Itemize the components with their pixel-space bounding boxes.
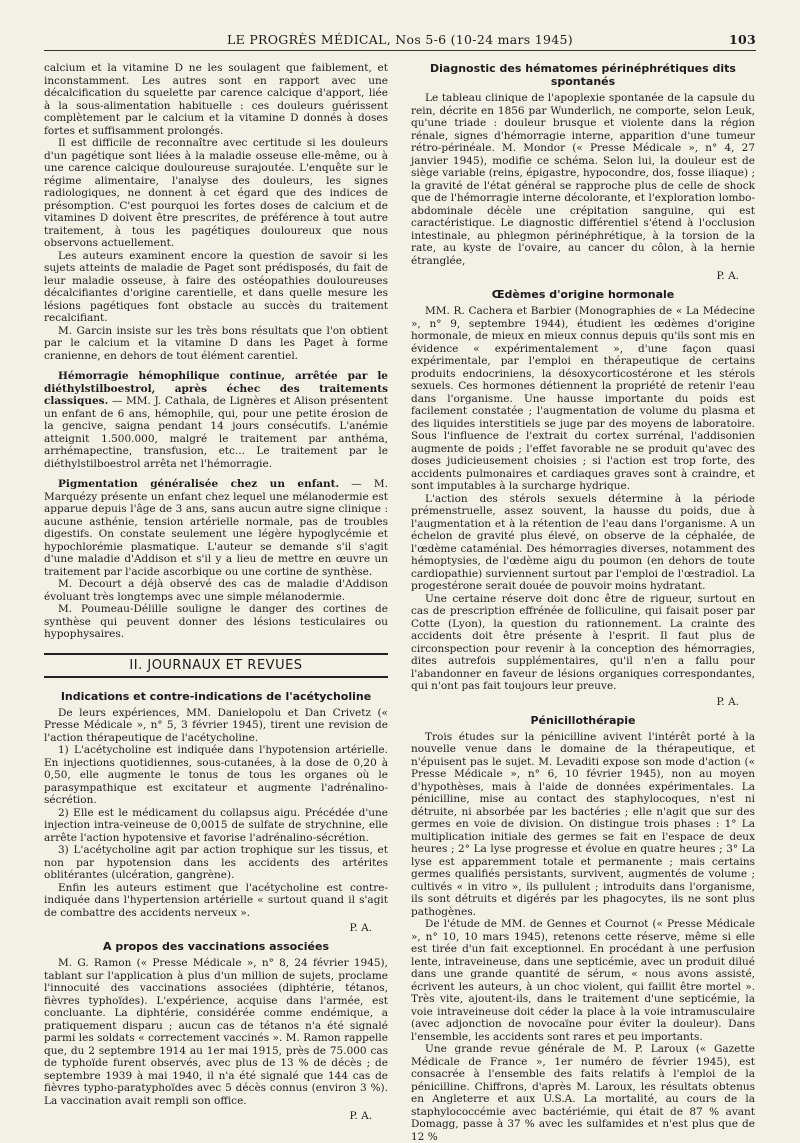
edema-signature: P. A. [716, 695, 739, 708]
acetylcholine-heading: Indications et contre-indications de l'acétycholine [60, 689, 372, 703]
paget-paragraph-4: M. Garcin insiste sur les très bons résultats que l'on obtient par le calcium et la vitamine D dans les Paget à forme cranienne, en dehors de tout élément carentiel. [44, 324, 388, 362]
hemophilia-title: Hémorragie hémophilique continue, arrêtée par le diéthylstilboestrol, après échec des traitements classiques. [44, 370, 388, 407]
pigmentation-title: Pigmentation généralisée chez un enfant. [58, 478, 340, 490]
penicillin-heading: Pénicillothérapie [530, 713, 636, 727]
pigmentation-body: — M. Marquézy présente un enfant chez lequel une mélanodermie est apparue depuis l'âge de 3 ans, sans aucun autre signe clinique : aucune asthénie, tension artérielle normale, pas de troubles digestifs. On constate seulement une légère hypoglycémie et hypochlorémie plasmatique. L'auteur se demande s'il s'agit d'une maladie d'Addison et s'il y a lieu de mettre en œuvre un traitement par l'acide ascorbique ou une cortine de synthèse. [44, 478, 388, 578]
pigmentation-paragraph-3: M. Poumeau-Délille souligne le danger des cortines de synthèse qui peuvent donner des lésions testiculaires ou hypophysaires. [44, 603, 388, 640]
acetylcholine-signature: P. A. [349, 922, 372, 934]
vaccinations-signature: P. A. [349, 1110, 372, 1122]
penicillin-paragraph-1: Trois études sur la pénicilline avivent l'intérêt porté à la nouvelle venue dans le domaine de la thérapeutique, et n'épuisent pas le sujet. M. Levaditi expose son mode d'action (« Presse Médicale », n° 6, 10 février 1945), non au moyen d'hypothèses, mais à l'aide de données expérimentales. La pénicilline, mise au contact des staphylocoques, n'est ni détruite, ni absorbée par les bactéries ; elle n'agit que sur des germes en voie de division. On distingue trois phases : 1° La multiplication initiale des germes se fait en l'espace de deux heures ; 2° La lyse progresse et évolue en quatre heures ; 3° La lyse est apparemment totale et permanente ; mais certains germes qualifiés persistants, survivent, augmentés de volume ; cultivés « in vitro », ils pullulent ; introduits dans l'organisme, ils sont détruits et digérés par les phagocytes, ils ne sont plus pathogènes. [411, 730, 755, 918]
acetylcholine-paragraph-3: 2) Elle est le médicament du collapsus aigu. Précédée d'une injection intra-veineuse de 0,0015 de sulfate de strychnine, elle arrête l'action hypotensive et favorise l'adrénalino-sécrétion. [44, 806, 388, 844]
vaccinations-heading: A propos des vaccinations associées [102, 940, 329, 953]
section-title: II. JOURNAUX ET REVUES [44, 653, 388, 678]
left-column [44, 62, 388, 1128]
right-column [411, 62, 755, 1143]
penicillin-paragraph-3: Une grande revue générale de M. P. Laroux (« Gazette Médicale de France », 1er numéro de février 1945), est consacrée à l'ensemble des faits relatifs à l'emploi de la pénicilline. Chiffrons, d'après M. Laroux, les résultats obtenus en Angleterre et aux U.S.A. La mortalité, au cours de la staphylococcémie avec bactériémie, qui était de 87 % avant Domagg, passe à 37 % avec les sulfamides et n'est plus que de 12 % [411, 1043, 755, 1143]
page-number: 103 [729, 32, 756, 47]
pigmentation-article [44, 478, 388, 578]
acetylcholine-paragraph-2: 1) L'acétycholine est indiquée dans l'hypotension artérielle. En injections quotidiennes, sous-cutanées, à la dose de 0,20 à 0,50, elle augmente le tonus de tous les organes où le parasympathique est excitateur et augmente l'adrénalino-sécrétion. [44, 744, 388, 806]
paget-paragraph-3: Les auteurs examinent encore la question de savoir si les sujets atteints de maladie de Paget sont prédisposés, du fait de leur maladie osseuse, à faire des ostéopathies douloureuses décalcifiantes d'origine carentielle, et dans quelle mesure les lésions pagétiques font obstacle au succès du traitement recalcifiant. [44, 249, 388, 324]
hematoma-paragraph-1: Le tableau clinique de l'apoplexie spontanée de la capsule du rein, décrite en 1856 par Wunderlich, ne comporte, selon Leuk, qu'une triade : douleur brusque et violente dans la région rénale, signes d'hémorragie interne, apparition d'une tumeur rétro-périnéale. M. Mondor (« Presse Médicale », n° 4, 27 janvier 1945), modifie ce schéma. Selon lui, la douleur est de siège variable (reins, épigastre, hypocondre, dos, fosse iliaque) ; la gravité de l'état général se rapproche plus de celle de shock que de l'hémorragie interne décolorante, et l'exploration lombo-abdominale décèle une crépitation sanguine, qui est caractéristique. Le diagnostic différentiel s'étend à l'occlusion intestinale, au phlegmon périnéphrétique, à la torsion de la rate, au kyste de l'ovaire, au cancer du côlon, à la hernie étranglée, [411, 92, 755, 267]
pigmentation-paragraph-2: M. Decourt a déjà observé des cas de maladie d'Addison évoluant très longtemps avec une simple mélanodermie. [44, 578, 388, 603]
page-header [44, 32, 756, 50]
edema-paragraph-1: MM. R. Cachera et Barbier (Monographies de « La Médecine », n° 9, septembre 1944), étudient les œdèmes d'origine hormonale, de mieux en mieux connus depuis qu'ils sont mis en évidence « expérimentalement », d'une façon quasi expérimentale, par l'emploi en thérapeutique de certains produits endocriniens, la désoxycorticostérone et les stérols sexuels. Ces hormones détiennent la propriété de retenir l'eau dans l'organisme. Une hausse importante du poids est facilement constatée ; l'augmentation de volume du plasma et des liquides interstitiels se juge par des moyens de laboratoire. Sous l'influence de l'extrait du cortex surrénal, l'addisonien augmente de poids ; l'effet favorable ne se produit qu'avec des doses judicieusement choisies ; si l'action est trop forte, des accidents pulmonaires et cardiaques graves sont à craindre, et sont imputables à la surcharge hydrique. [411, 305, 755, 492]
hemophilia-body: — MM. J. Cathala, de Lignères et Alison présentent un enfant de 6 ans, hémophile, qui, pour une petite érosion de la gencive, saigna pendant 14 jours consécutifs. L'anémie atteignit 1.500.000, malgré le traitement par anthéma, arrhémapectine, transfusion, etc... Le traitement par le diéthylstilboestrol arrêta net l'hémorragie. [44, 395, 388, 470]
edema-heading: Œdèmes d'origine hormonale [491, 288, 675, 301]
penicillin-paragraph-2: De l'étude de MM. de Gennes et Cournot (« Presse Médicale », n° 10, 10 mars 1945), retenons cette réserve, même si elle est tirée d'un fait exceptionnel. En procédant à une perfusion lente, intraveineuse, dans une septicémie, avec un produit dilué dans une grande quantité de sérum, « nous avons assisté, écrivent les auteurs, à un choc violent, qui faillit être mortel ». Très vite, ajoutent-ils, dans le traitement d'une septicémie, la voie intraveineuse doit céder la place à la voie intramusculaire (avec adjonction de novocaïne pour éviter la douleur). Dans l'ensemble, les accidents sont rares et peu importants. [411, 918, 755, 1043]
header-rule [44, 50, 756, 51]
paget-paragraph-2: Il est difficile de reconnaître avec certitude si les douleurs d'un pagétique sont liées à la maladie osseuse elle-même, ou à une carence calcique douloureuse surajoutée. L'enquête sur le régime alimentaire, l'analyse des douleurs, les signes radiologiques, ne donnent à cet égard que des indices de présomption. C'est pourquoi les fortes doses de calcium et de vitamines D doivent être prescrites, de préférence à tout autre traitement, à tous les pagétiques douloureux que nous observons actuellement. [44, 137, 388, 249]
acetylcholine-paragraph-5: Enfin les auteurs estiment que l'acétycholine est contre-indiquée dans l'hypertension artérielle « surtout quand il s'agit de combattre des accidents nerveux ». [44, 881, 388, 919]
hemophilia-article [44, 370, 388, 470]
vaccinations-paragraph-1: M. G. Ramon (« Presse Médicale », n° 8, 24 février 1945), tablant sur l'application à plus d'un million de sujets, proclame l'innocuité des vaccinations associées (diphtérie, tétanos, fièvres typhoïdes). L'expérience, acquise dans l'armée, est concluante. La diphtérie, considérée comme endémique, a pratiquement disparu ; aucun cas de tétanos n'a été signalé parmi les soldats « correctement vaccinés ». M. Ramon rappelle que, du 2 septembre 1914 au 1er mai 1915, près de 75.000 cas de typhoïde furent observés, avec plus de 13 % de décès ; de septembre 1939 à mai 1940, il n'a été signalé que 144 cas de fièvres typho-paratyphoïdes avec 5 décès connus (environ 3 %). La vaccination avait rempli son office. [44, 957, 388, 1107]
acetylcholine-paragraph-1: De leurs expériences, MM. Danielopolu et Dan Crivetz (« Presse Médicale », n° 5, 3 février 1945), tirent une revision de l'action thérapeutique de l'acétycholine. [44, 706, 388, 744]
hematoma-heading: Diagnostic des hématomes périnéphrétiques dits spontanés [430, 62, 736, 88]
paget-paragraph-1: calcium et la vitamine D ne les soulagent que faiblement, et inconstamment. Les autres sont en rapport avec une décalcification du squelette par carence calcique d'apport, liée à la sous-alimentation habituelle : ces douleurs guérissent complètement par le calcium et la vitamine D donnés à doses fortes et suffisamment prolongés. [44, 62, 388, 137]
running-title: LE PROGRÈS MÉDICAL, Nos 5-6 (10-24 mars 1945) [227, 32, 573, 47]
edema-paragraph-3: Une certaine réserve doit donc être de rigueur, surtout en cas de prescription effrénée de folliculine, qui faisait poser par Cotte (Lyon), la question du rationnement. La crainte des accidents doit être présente à l'esprit. Il faut plus de circonspection pour revenir à la conception des hémorragies, dites autrefois supplémentaires, qu'il n'en a fallu pour l'abandonner en faveur de lésions organiques correspondantes, qui n'ont pas fait toujours leur preuve. [411, 592, 755, 692]
acetylcholine-paragraph-4: 3) L'acétycholine agit par action trophique sur les tissus, et non par hypotension dans les accidents des artérites oblitérantes (ulcération, gangrène). [44, 844, 388, 881]
edema-paragraph-2: L'action des stérols sexuels détermine à la période prémenstruelle, assez souvent, la hausse du poids, due à l'augmentation et à la rétention de l'eau dans l'organisme. A un échelon de gravité plus élevé, on observe de la céphalée, de l'œdème cataménial. Des hémorragies diverses, notamment des hémoptysies, de l'œdème aigu du poumon (en dehors de toute cardiopathie) surviennent surtout par l'emploi de l'œstradiol. La progestérone serait douée de pouvoir moins hydratant. [411, 492, 755, 592]
hematoma-signature: P. A. [716, 270, 739, 282]
